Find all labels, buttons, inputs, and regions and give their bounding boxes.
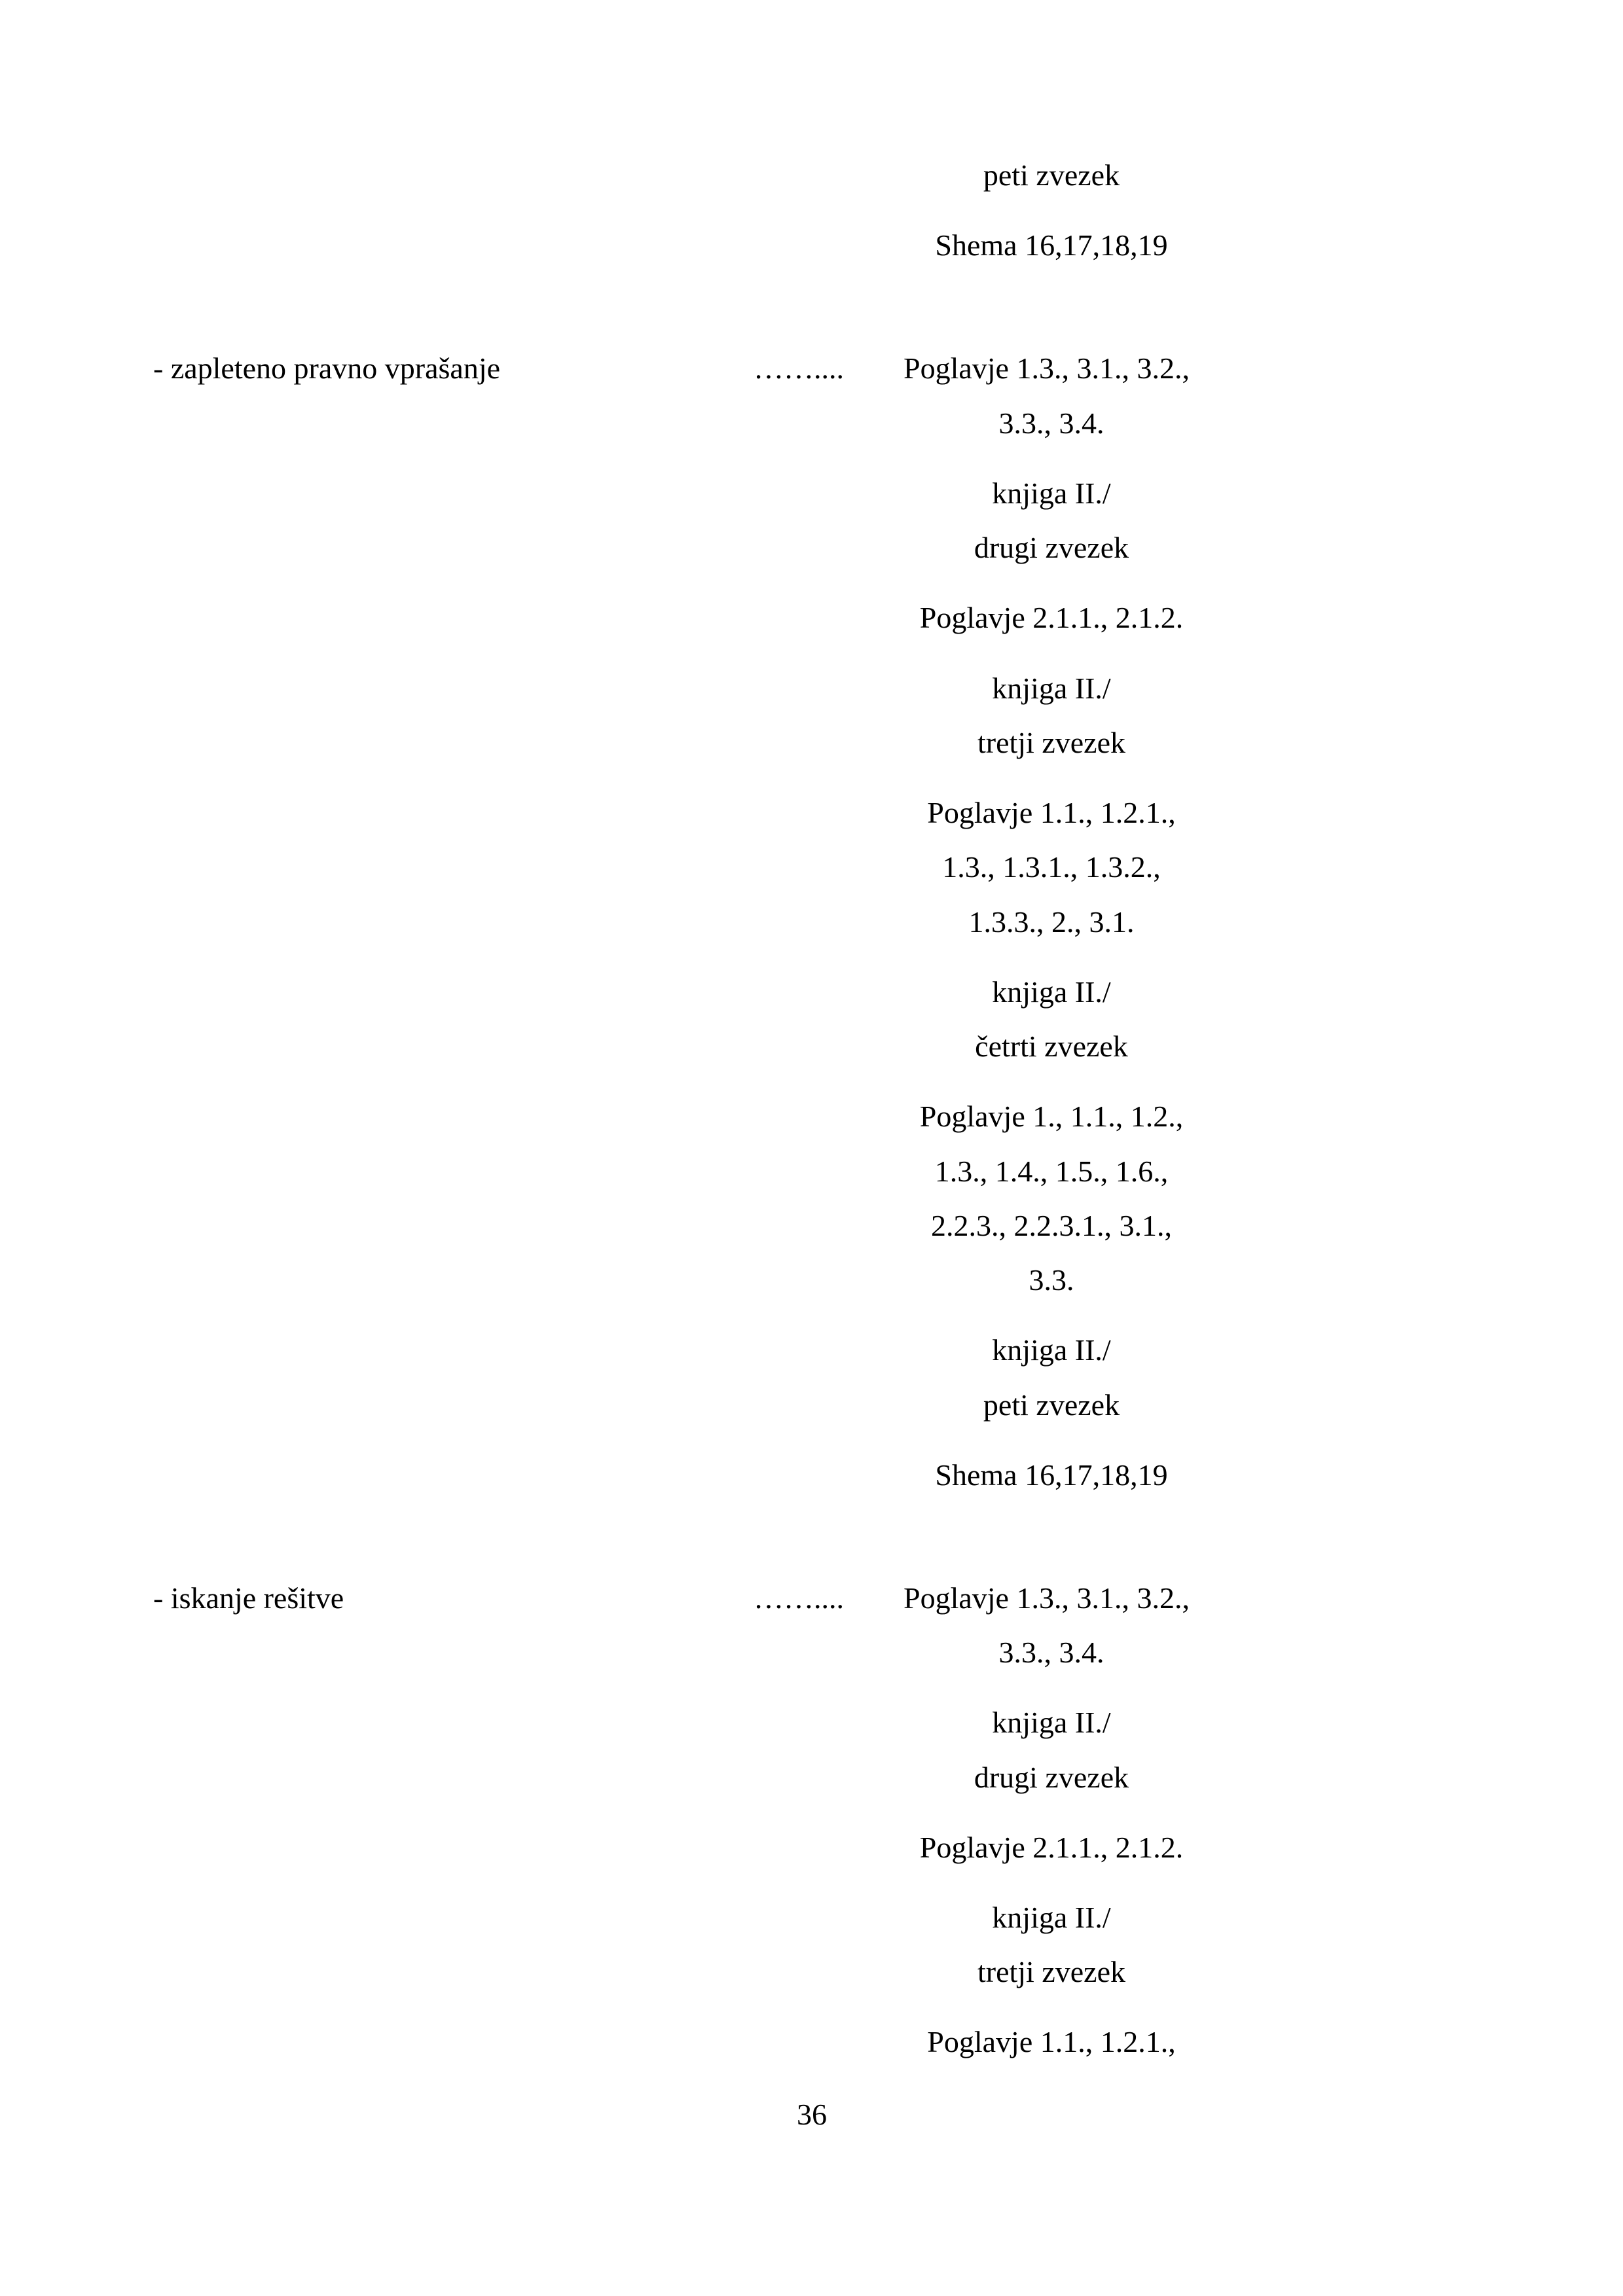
index-term: - iskanje rešitve	[153, 1581, 344, 1615]
reference-line: Poglavje 1., 1.1., 1.2.,	[919, 1100, 1184, 1133]
reference-line: tretji zvezek	[977, 1955, 1126, 1988]
reference-line: drugi zvezek	[974, 1761, 1129, 1794]
reference-line: 3.3.	[1029, 1263, 1074, 1297]
reference-line: peti zvezek	[983, 158, 1120, 192]
page-number: 36	[797, 2098, 827, 2131]
reference-line: knjiga II./	[992, 672, 1111, 705]
reference-line: 1.3., 1.3.1., 1.3.2.,	[942, 850, 1161, 884]
reference-line: Poglavje 1.1., 1.2.1.,	[927, 2025, 1176, 2058]
reference-line: tretji zvezek	[977, 726, 1126, 759]
reference-line: knjiga II./	[992, 975, 1111, 1009]
reference-line: 3.3., 3.4.	[998, 1636, 1104, 1669]
dot-leader: ……....	[754, 351, 844, 385]
reference-line: 3.3., 3.4.	[998, 406, 1104, 440]
reference-line: 1.3., 1.4., 1.5., 1.6.,	[934, 1155, 1169, 1188]
reference-line: Poglavje 2.1.1., 2.1.2.	[919, 1831, 1184, 1864]
dot-leader: ……....	[754, 1581, 844, 1615]
reference-line: Poglavje 2.1.1., 2.1.2.	[919, 601, 1184, 634]
reference-line: knjiga II./	[992, 476, 1111, 510]
reference-line: Poglavje 1.1., 1.2.1.,	[927, 796, 1176, 829]
reference-line: Poglavje 1.3., 3.1., 3.2.,	[903, 351, 1190, 385]
reference-line: Poglavje 1.3., 3.1., 3.2.,	[903, 1581, 1190, 1615]
reference-line: drugi zvezek	[974, 531, 1129, 564]
reference-line: knjiga II./	[992, 1901, 1111, 1934]
reference-line: peti zvezek	[983, 1388, 1120, 1422]
reference-line: knjiga II./	[992, 1706, 1111, 1739]
index-term: - zapleteno pravno vprašanje	[153, 351, 501, 385]
reference-line: četrti zvezek	[975, 1030, 1128, 1063]
reference-line: Shema 16,17,18,19	[935, 228, 1168, 262]
reference-line: 1.3.3., 2., 3.1.	[968, 905, 1135, 939]
reference-line: 2.2.3., 2.2.3.1., 3.1.,	[931, 1209, 1172, 1242]
reference-line: knjiga II./	[992, 1333, 1111, 1367]
reference-line: Shema 16,17,18,19	[935, 1458, 1168, 1492]
